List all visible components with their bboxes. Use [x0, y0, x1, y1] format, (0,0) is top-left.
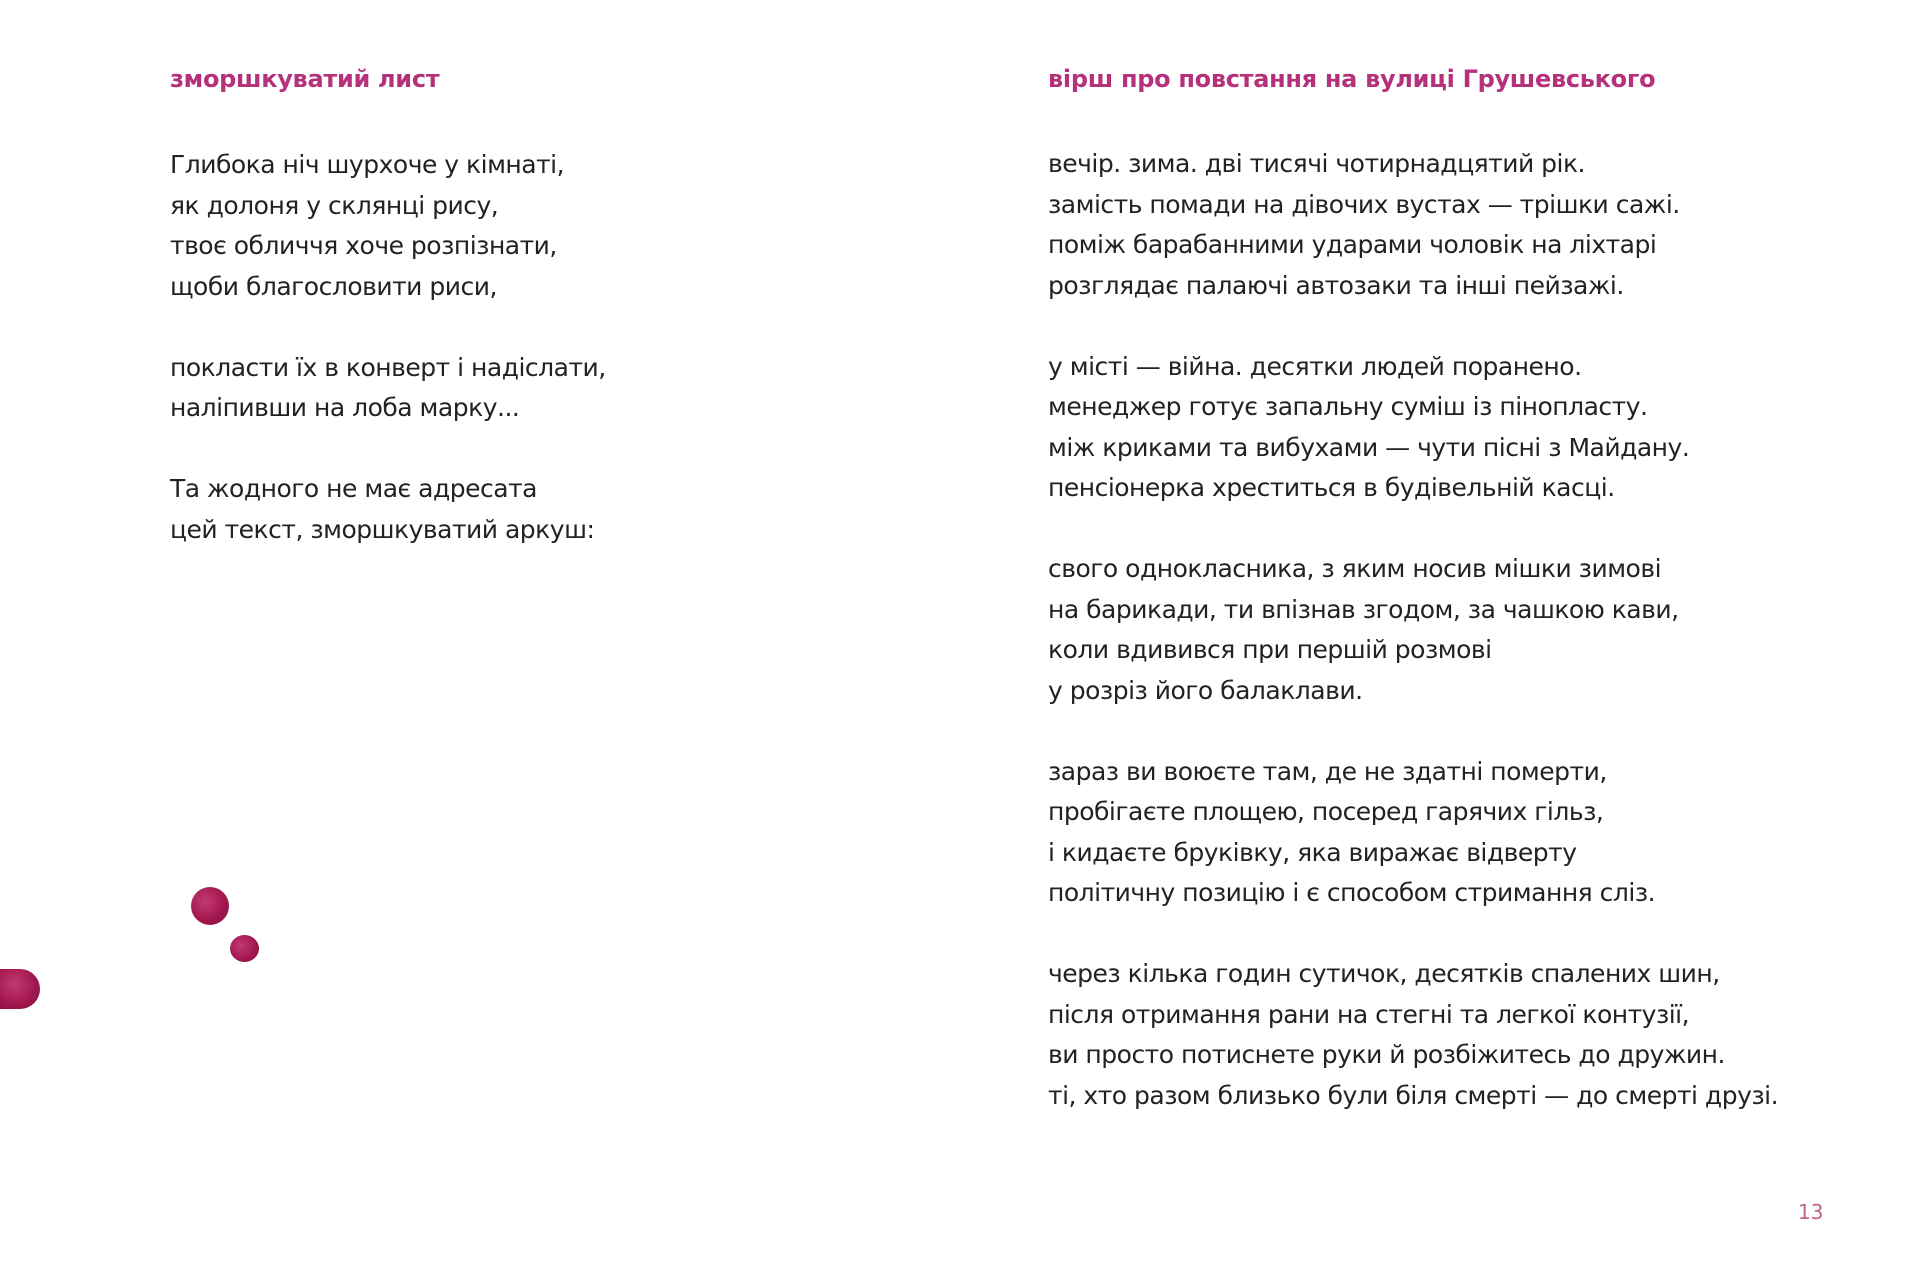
poem-line: свого однокласника, з яким носив мішки зимові: [1048, 554, 1662, 583]
ink-blot-small: [230, 935, 259, 962]
poem-line: цей текст, зморшкуватий аркуш:: [170, 514, 595, 544]
poem-line: Та жодного не має адресата: [170, 474, 537, 503]
poem-line: поміж барабанними ударами чоловік на ліхтарі: [1048, 230, 1657, 259]
poem-line: пробігаєте площею, посеред гарячих гільз,: [1048, 797, 1604, 826]
stanza: [1048, 549, 1778, 711]
poem-line: політичну позицію і є способом стримання сліз.: [1048, 878, 1656, 907]
poem-line: у розріз його балаклави.: [1048, 675, 1363, 705]
stanza: [170, 348, 606, 429]
poem-line: щоби благословити риси,: [170, 271, 497, 301]
poem-line: на барикади, ти впізнав згодом, за чашкою кави,: [1048, 594, 1679, 624]
poem-line: коли вдивився при першій розмові: [1048, 635, 1492, 664]
poem-line: після отримання рани на стегні та легкої контузії,: [1048, 999, 1690, 1029]
stanza: [170, 145, 606, 307]
stanza: [1048, 347, 1778, 509]
poem-line: менеджер готує запальну суміш із пінопласту.: [1048, 392, 1648, 421]
stanza: [1048, 752, 1778, 914]
poem-line: у місті — війна. десятки людей поранено.: [1048, 351, 1582, 381]
poem-line: Глибока ніч шурхоче у кімнаті,: [170, 150, 565, 179]
right-poem-body: [1048, 144, 1778, 1157]
poem-line: пенсіонерка хреститься в будівельній касці.: [1048, 473, 1615, 502]
poem-line: зараз ви воюєте там, де не здатні померти,: [1048, 756, 1607, 786]
poem-line: як долоня у склянці рису,: [170, 190, 499, 220]
right-poem-title: вірш про повстання на вулиці Грушевського: [1048, 65, 1656, 93]
stanza: [1048, 954, 1778, 1116]
poem-line: ви просто потиснете руки й розбіжитесь до дружин.: [1048, 1040, 1725, 1069]
stanza: [1048, 144, 1778, 306]
left-poem-body: [170, 145, 606, 591]
poem-line: твоє обличчя хоче розпізнати,: [170, 231, 557, 260]
page-number: 13: [1798, 1200, 1824, 1224]
poem-line: і кидаєте бруківку, яка виражає відверту: [1048, 837, 1577, 867]
stanza: [170, 469, 606, 550]
poem-line: між криками та вибухами — чути пісні з Майдану.: [1048, 432, 1690, 462]
poem-line: наліпивши на лоба марку...: [170, 393, 520, 422]
poem-line: через кілька годин сутичок, десятків спалених шин,: [1048, 959, 1720, 988]
left-poem-title: зморшкуватий лист: [170, 65, 440, 93]
poem-line: замість помади на дівочих вустах — трішки сажі.: [1048, 189, 1680, 219]
right-page: [960, 0, 1920, 1261]
poem-line: розглядає палаючі автозаки та інші пейзажі.: [1048, 270, 1624, 300]
poem-line: вечір. зима. дві тисячі чотирнадцятий рік.: [1048, 149, 1585, 178]
poem-line: покласти їх в конверт і надіслати,: [170, 352, 606, 382]
ink-blot-large: [191, 887, 229, 925]
poem-line: ті, хто разом близько були біля смерті — до смерті друзі.: [1048, 1080, 1779, 1110]
ink-blot-edge: [0, 969, 40, 1009]
